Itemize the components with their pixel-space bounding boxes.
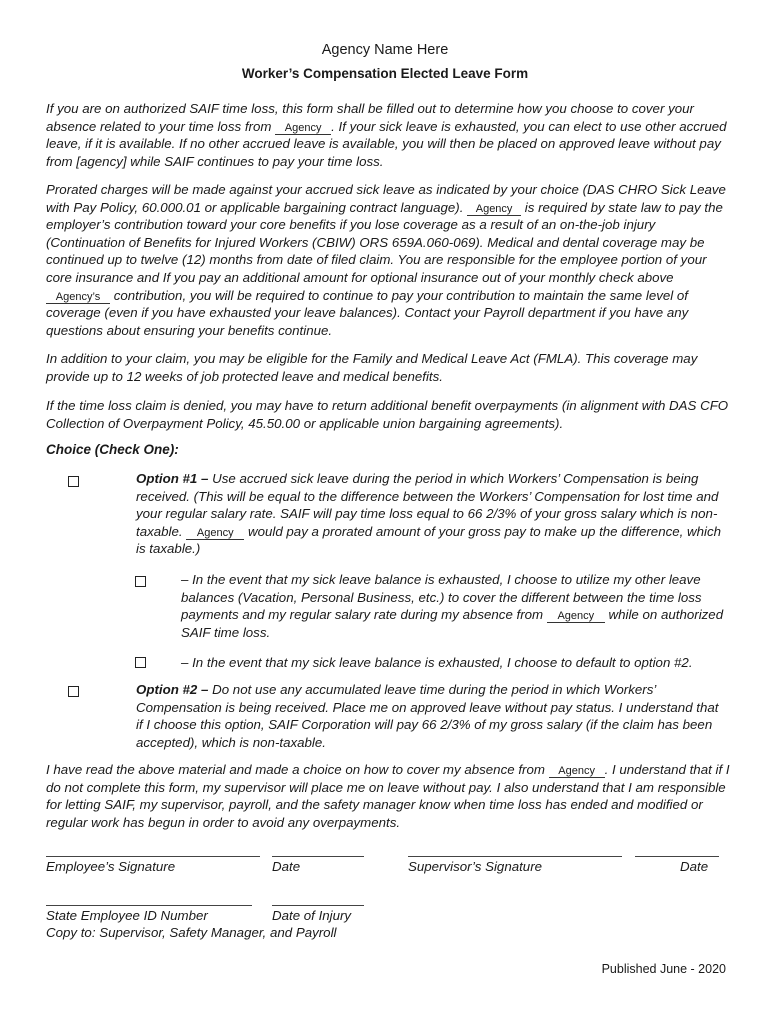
form-title: Worker’s Compensation Elected Leave Form bbox=[241, 66, 529, 81]
agency-fill-field[interactable]: Agency bbox=[467, 203, 521, 216]
date-label: Date bbox=[272, 859, 301, 874]
date-of-injury-label: Date of Injury bbox=[272, 908, 352, 923]
supervisor-date-line[interactable] bbox=[635, 856, 719, 857]
agency-name: Agency Name Here bbox=[321, 42, 449, 58]
published-date: Published June - 2020 bbox=[601, 962, 726, 976]
other-leave-text: – In the event that my sick leave balance is exhausted, I choose to utilize my other leave balances (Vacation, Personal Business, etc.) to cover the different between the time loss payments and my regular salary rate during my absence from Agency while on authorized SAIF time loss. bbox=[181, 572, 724, 640]
employee-date-line[interactable] bbox=[272, 856, 364, 857]
supervisor-signature-line[interactable] bbox=[408, 856, 622, 857]
intro-paragraph: If you are on authorized SAIF time loss, this form shall be filled out to determine how you choose to cover your absence related to your time loss from Agency . If your sick leave is exhausted, you can elect to use other accrued leave, if it is available. If no other accrued leave is available, you will then be placed on approved leave without pay from [agency] while SAIF continues to pay your time loss. bbox=[46, 101, 727, 169]
default-option2-text: – In the event that my sick leave balance is exhausted, I choose to default to option #2. bbox=[181, 655, 693, 670]
option2-text: Option #2 – Do not use any accumulated leave time during the period in which Workers’ Compensation is being received. Place me on approved leave without pay status. I understand that if I choose this option, SAIF Corporation will pay 66 2/3% of my gross salary (if the claim has been accepted), which is non-taxable. bbox=[136, 682, 719, 750]
state-employee-id-line[interactable] bbox=[46, 905, 252, 906]
supervisor-signature-label: Supervisor’s Signature bbox=[408, 859, 543, 874]
choice-heading: Choice (Check One): bbox=[46, 442, 179, 457]
agencys-fill-field[interactable]: Agency’s bbox=[46, 291, 110, 304]
option1-checkbox[interactable] bbox=[68, 476, 79, 487]
employee-signature-line[interactable] bbox=[46, 856, 260, 857]
date-label: Date bbox=[680, 859, 709, 874]
other-leave-checkbox[interactable] bbox=[135, 576, 146, 587]
copy-to-note: Copy to: Supervisor, Safety Manager, and Payroll bbox=[46, 925, 337, 940]
fmla-paragraph: In addition to your claim, you may be eligible for the Family and Medical Leave Act (FMLA). This coverage may provide up to 12 weeks of job protected leave and medical benefits. bbox=[46, 351, 698, 384]
agency-fill-field[interactable]: Agency bbox=[547, 610, 605, 623]
option2-checkbox[interactable] bbox=[68, 686, 79, 697]
prorated-charges-paragraph: Prorated charges will be made against your accrued sick leave as indicated by your choice (DAS CHRO Sick Leave with Pay Policy, 60.000.01 or applicable bargaining contract language). Agency is required by state law to pay the employer’s contribution toward your core benefits if you lose coverage as a result of an on-the-job injury (Continuation of Benefits for Injured Workers (CBIW) ORS 659A.060-069). Medical and dental coverage may be continued up to twelve (12) months from date of filed claim. You are responsible for the employee portion of your core insurance and If you pay an additional amount for optional insurance out of your monthly check above Agency’s contribution, you will be required to continue to pay your contribution to maintain the same level of coverage (even if you have exhausted your leave balances). Contact your Payroll department if you have any questions about ensuring your benefits continue. bbox=[46, 182, 726, 338]
default-option2-checkbox[interactable] bbox=[135, 657, 146, 668]
overpayment-paragraph: If the time loss claim is denied, you may have to return additional benefit overpayments (in alignment with DAS CFO Collection of Overpayment Policy, 45.50.00 or applicable union bargaining agreements). bbox=[46, 398, 729, 431]
employee-signature-label: Employee’s Signature bbox=[46, 859, 176, 874]
option1-text: Option #1 – Use accrued sick leave during the period in which Workers’ Compensation is being received. (This will be equal to the difference between the Workers’ Compensation for lost time and your regular salary rate. SAIF will pay time loss equal to 66 2/3% of your gross salary which is non-taxable. Agency would pay a prorated amount of your gross pay to make up the difference, which is taxable.) bbox=[136, 471, 722, 557]
agency-fill-field[interactable]: Agency bbox=[549, 765, 605, 778]
agency-fill-field[interactable]: Agency bbox=[275, 122, 331, 135]
acknowledgment-paragraph: I have read the above material and made a choice on how to cover my absence from Agency . I understand that if I do not complete this form, my supervisor will place me on leave without pay. I also understand that I am responsible for letting SAIF, my supervisor, payroll, and the safety manager know when time loss has ended and modified or regular work has begun in order to avoid any overpayments. bbox=[46, 762, 730, 830]
date-of-injury-line[interactable] bbox=[272, 905, 364, 906]
state-employee-id-label: State Employee ID Number bbox=[46, 908, 208, 923]
agency-fill-field[interactable]: Agency bbox=[186, 527, 244, 540]
